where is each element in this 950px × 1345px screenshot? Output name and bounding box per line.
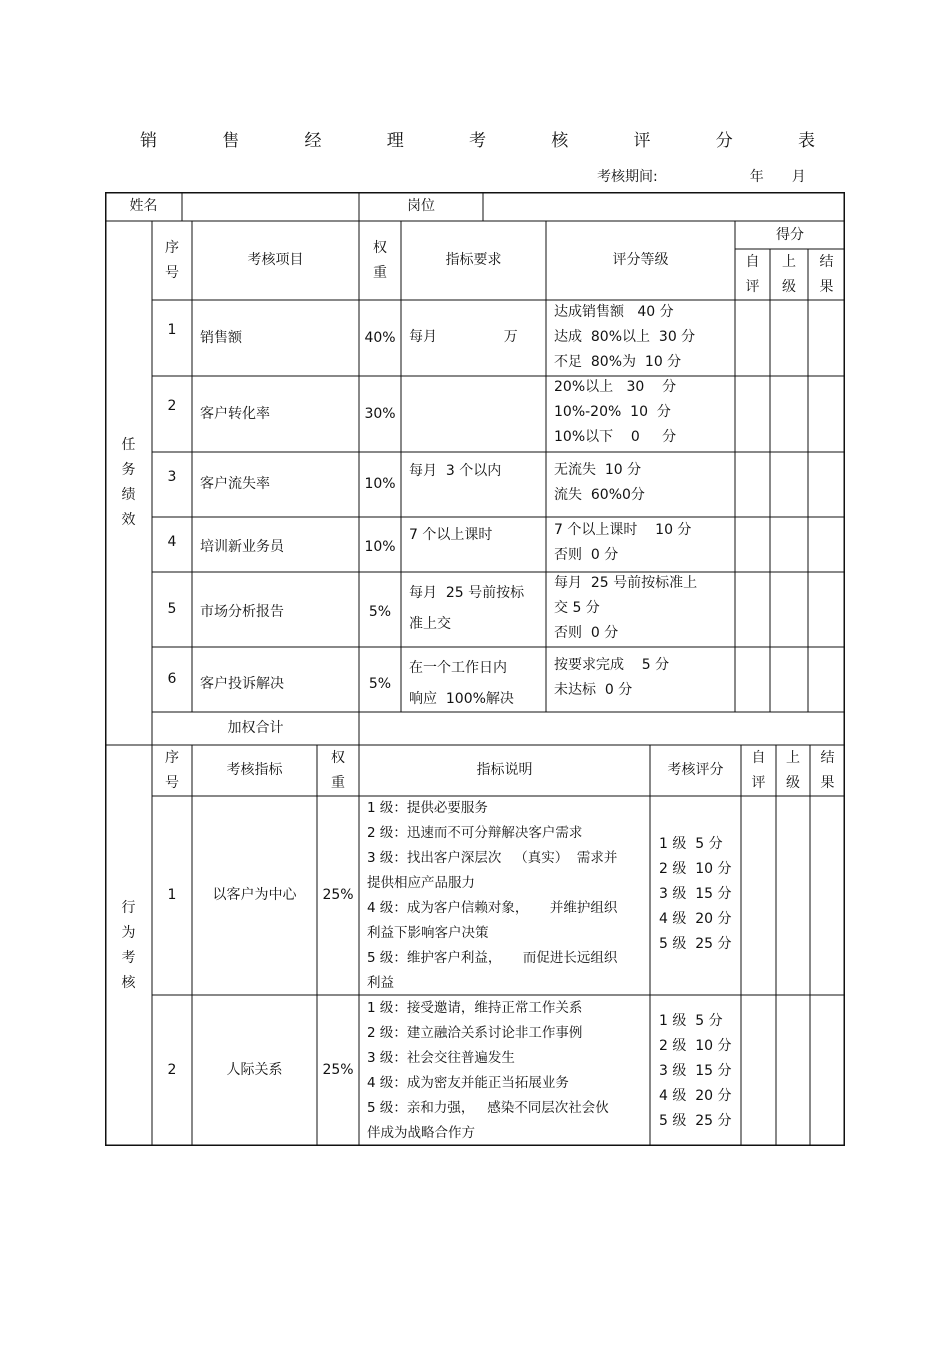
period-year: 年 [749, 169, 764, 185]
behavior-row-no: 1 [167, 887, 177, 903]
task-row-item: 培训新业务员 [200, 538, 284, 555]
grade-line: 7 个以上课时 10 分 [554, 522, 692, 538]
col-description: 指标说明 [476, 762, 533, 778]
title-char: 评 [633, 131, 651, 151]
col-score: 考核评分 [667, 762, 724, 778]
label-char: 行 [121, 899, 136, 916]
desc-line: 3 级：社会交往普遍发生 [367, 1050, 515, 1066]
level-line: 3 级 15 分 [659, 1063, 732, 1079]
col-score: 得分 [776, 226, 804, 243]
desc-line: 2 级：迅速而不可分辩解决客户需求 [367, 825, 583, 841]
assessment-period [597, 166, 806, 186]
task-row-grade [546, 518, 735, 568]
task-row-grade [546, 571, 735, 646]
grade-line: 10%-20% 10 分 [554, 404, 671, 420]
task-row-no: 1 [167, 321, 177, 338]
col-result [810, 745, 845, 796]
desc-line: 伴成为战略合作方 [367, 1125, 475, 1141]
req-line: 每月 万 [409, 329, 518, 345]
title-char: 表 [798, 131, 815, 151]
period-label: 考核期间: [597, 169, 658, 185]
behavior-row-no: 2 [167, 1062, 177, 1078]
task-row-item: 客户流失率 [200, 476, 270, 492]
title-char: 核 [551, 131, 569, 151]
req-line: 每月 25 号前按标 [409, 585, 525, 601]
col-weight-char: 重 [331, 774, 345, 791]
desc-line: 利益 [367, 975, 394, 991]
col-result-char: 结 [819, 253, 834, 270]
col-weight-char: 重 [373, 264, 387, 281]
task-row-item: 销售额 [200, 329, 242, 346]
label-char: 任 [121, 437, 136, 453]
desc-line: 1 级：接受邀请，维持正常工作关系 [367, 1000, 583, 1016]
task-row-weight: 5% [368, 603, 392, 620]
col-seq [152, 745, 192, 796]
grade-line: 否则 0 分 [554, 625, 619, 641]
level-line: 2 级 10 分 [659, 1038, 732, 1054]
col-weight-char: 权 [331, 749, 345, 766]
task-row-grade [546, 375, 735, 450]
page-title [140, 126, 815, 154]
col-result-char: 果 [820, 774, 835, 791]
grade-line: 无流失 10 分 [554, 462, 642, 478]
weighted-total-label: 加权合计 [227, 720, 284, 736]
title-char: 理 [386, 131, 404, 151]
grade-line: 未达标 0 分 [554, 682, 633, 698]
desc-line: 4 级：成为密友并能正当拓展业务 [367, 1075, 569, 1091]
col-seq-char: 号 [165, 264, 179, 281]
col-weight [317, 745, 359, 796]
grade-line: 流失 60%0分 [554, 487, 645, 503]
name-label: 姓名 [129, 198, 158, 214]
desc-line: 1 级：提供必要服务 [367, 800, 488, 816]
desc-line: 3 级：找出客户深层次 （真实） 需求并 [367, 850, 618, 866]
col-self-char: 评 [745, 278, 760, 295]
label-char: 效 [121, 512, 136, 528]
behavior-section-label [105, 745, 152, 1146]
req-line: 7 个以上课时 [409, 527, 493, 543]
task-row-weight: 10% [364, 538, 396, 555]
grade-line: 达成销售额 40 分 [554, 304, 674, 320]
label-char: 务 [121, 462, 136, 478]
level-line: 1 级 5 分 [659, 836, 723, 852]
task-section-label [105, 221, 152, 745]
desc-line: 5 级：维护客户利益， 而促进长远组织 [367, 950, 618, 966]
behavior-row-indicator: 人际关系 [226, 1062, 283, 1078]
label-char: 核 [121, 974, 136, 991]
req-line: 每月 3 个以内 [409, 463, 502, 479]
col-weight-char: 权 [373, 239, 387, 256]
behavior-row-levels [659, 1009, 741, 1134]
desc-line: 5 级：亲和力强， 感染不同层次社会伙 [367, 1100, 609, 1116]
level-line: 3 级 15 分 [659, 886, 732, 902]
col-superior-char: 上 [782, 253, 796, 270]
title-char: 销 [140, 131, 157, 151]
col-grade: 评分等级 [612, 252, 669, 268]
task-row-item: 市场分析报告 [200, 603, 284, 620]
task-row-grade [546, 653, 735, 703]
level-line: 4 级 20 分 [659, 911, 732, 927]
title-char: 售 [222, 131, 240, 151]
grade-line: 20%以上 30 分 [554, 379, 677, 395]
task-row-grade [546, 458, 735, 508]
post-field[interactable] [483, 192, 845, 221]
behavior-row-desc [367, 796, 650, 996]
task-row-req [401, 653, 546, 715]
col-seq-char: 序 [165, 239, 179, 256]
evaluation-table [105, 192, 845, 1146]
col-self [735, 249, 770, 300]
level-line: 1 级 5 分 [659, 1013, 723, 1029]
col-superior [770, 249, 808, 300]
task-row-weight: 10% [364, 476, 396, 492]
col-indicator: 考核指标 [226, 762, 283, 778]
grade-line: 每月 25 号前按标准上 [554, 575, 698, 591]
col-superior-char: 级 [786, 774, 800, 791]
title-char: 分 [715, 131, 733, 151]
level-line: 5 级 25 分 [659, 1113, 732, 1129]
desc-line: 4 级：成为客户信赖对象， 并维护组织 [367, 900, 618, 916]
task-row-no: 5 [167, 601, 177, 617]
task-row-req [401, 325, 546, 350]
label-char: 为 [121, 924, 136, 941]
behavior-row-desc [367, 996, 650, 1146]
weighted-total-value[interactable] [359, 712, 845, 745]
req-line: 准上交 [409, 616, 451, 632]
col-seq-char: 号 [165, 774, 179, 791]
desc-line: 2 级：建立融洽关系讨论非工作事例 [367, 1025, 583, 1041]
name-field[interactable] [182, 192, 359, 221]
col-requirement: 指标要求 [445, 252, 502, 268]
grade-line: 不足 80%为 10 分 [554, 354, 682, 370]
grade-line: 交 5 分 [554, 600, 600, 616]
grade-line: 10%以下 0 分 [554, 429, 677, 445]
col-result-char: 结 [820, 749, 835, 766]
task-row-req [401, 578, 546, 640]
desc-line: 利益下影响客户决策 [367, 925, 489, 941]
task-row-item: 客户转化率 [200, 405, 270, 422]
col-weight [359, 221, 401, 300]
grade-line: 否则 0 分 [554, 547, 619, 563]
task-row-weight: 40% [364, 329, 396, 346]
col-self-char: 自 [745, 253, 760, 270]
col-self [741, 745, 776, 796]
col-result-char: 果 [819, 278, 834, 295]
title-char: 经 [304, 131, 322, 151]
col-seq-char: 序 [165, 749, 179, 766]
label-char: 绩 [121, 487, 136, 503]
level-line: 5 级 25 分 [659, 936, 732, 952]
task-row-weight: 30% [364, 405, 396, 422]
grade-line: 按要求完成 5 分 [554, 657, 670, 673]
col-self-char: 自 [751, 749, 766, 766]
behavior-row-weight: 25% [322, 887, 354, 903]
period-month: 月 [791, 169, 806, 185]
level-line: 2 级 10 分 [659, 861, 732, 877]
behavior-row-indicator: 以客户为中心 [212, 887, 297, 903]
col-superior [776, 745, 810, 796]
req-line: 在一个工作日内 [409, 660, 507, 676]
level-line: 4 级 20 分 [659, 1088, 732, 1104]
behavior-row-weight: 25% [322, 1062, 354, 1078]
col-item: 考核项目 [247, 252, 304, 268]
desc-line: 提供相应产品服力 [367, 875, 475, 891]
col-superior-char: 级 [782, 278, 796, 295]
task-row-grade [546, 300, 735, 375]
col-self-char: 评 [751, 774, 766, 791]
col-result [808, 249, 845, 300]
task-row-no: 3 [167, 468, 177, 485]
task-row-no: 6 [167, 671, 177, 687]
col-superior-char: 上 [786, 749, 800, 766]
task-row-item: 客户投诉解决 [200, 676, 284, 692]
title-char: 考 [469, 131, 486, 151]
grade-line: 达成 80%以上 30 分 [554, 329, 696, 345]
col-seq [152, 221, 192, 300]
label-char: 考 [121, 949, 136, 966]
task-row-req [401, 459, 546, 484]
post-label: 岗位 [407, 198, 435, 214]
behavior-row-levels [659, 832, 741, 957]
req-line: 响应 100%解决 [409, 691, 514, 707]
task-row-weight: 5% [368, 676, 392, 692]
task-row-req [401, 523, 546, 548]
task-row-no: 2 [167, 397, 177, 414]
task-row-no: 4 [167, 533, 177, 550]
